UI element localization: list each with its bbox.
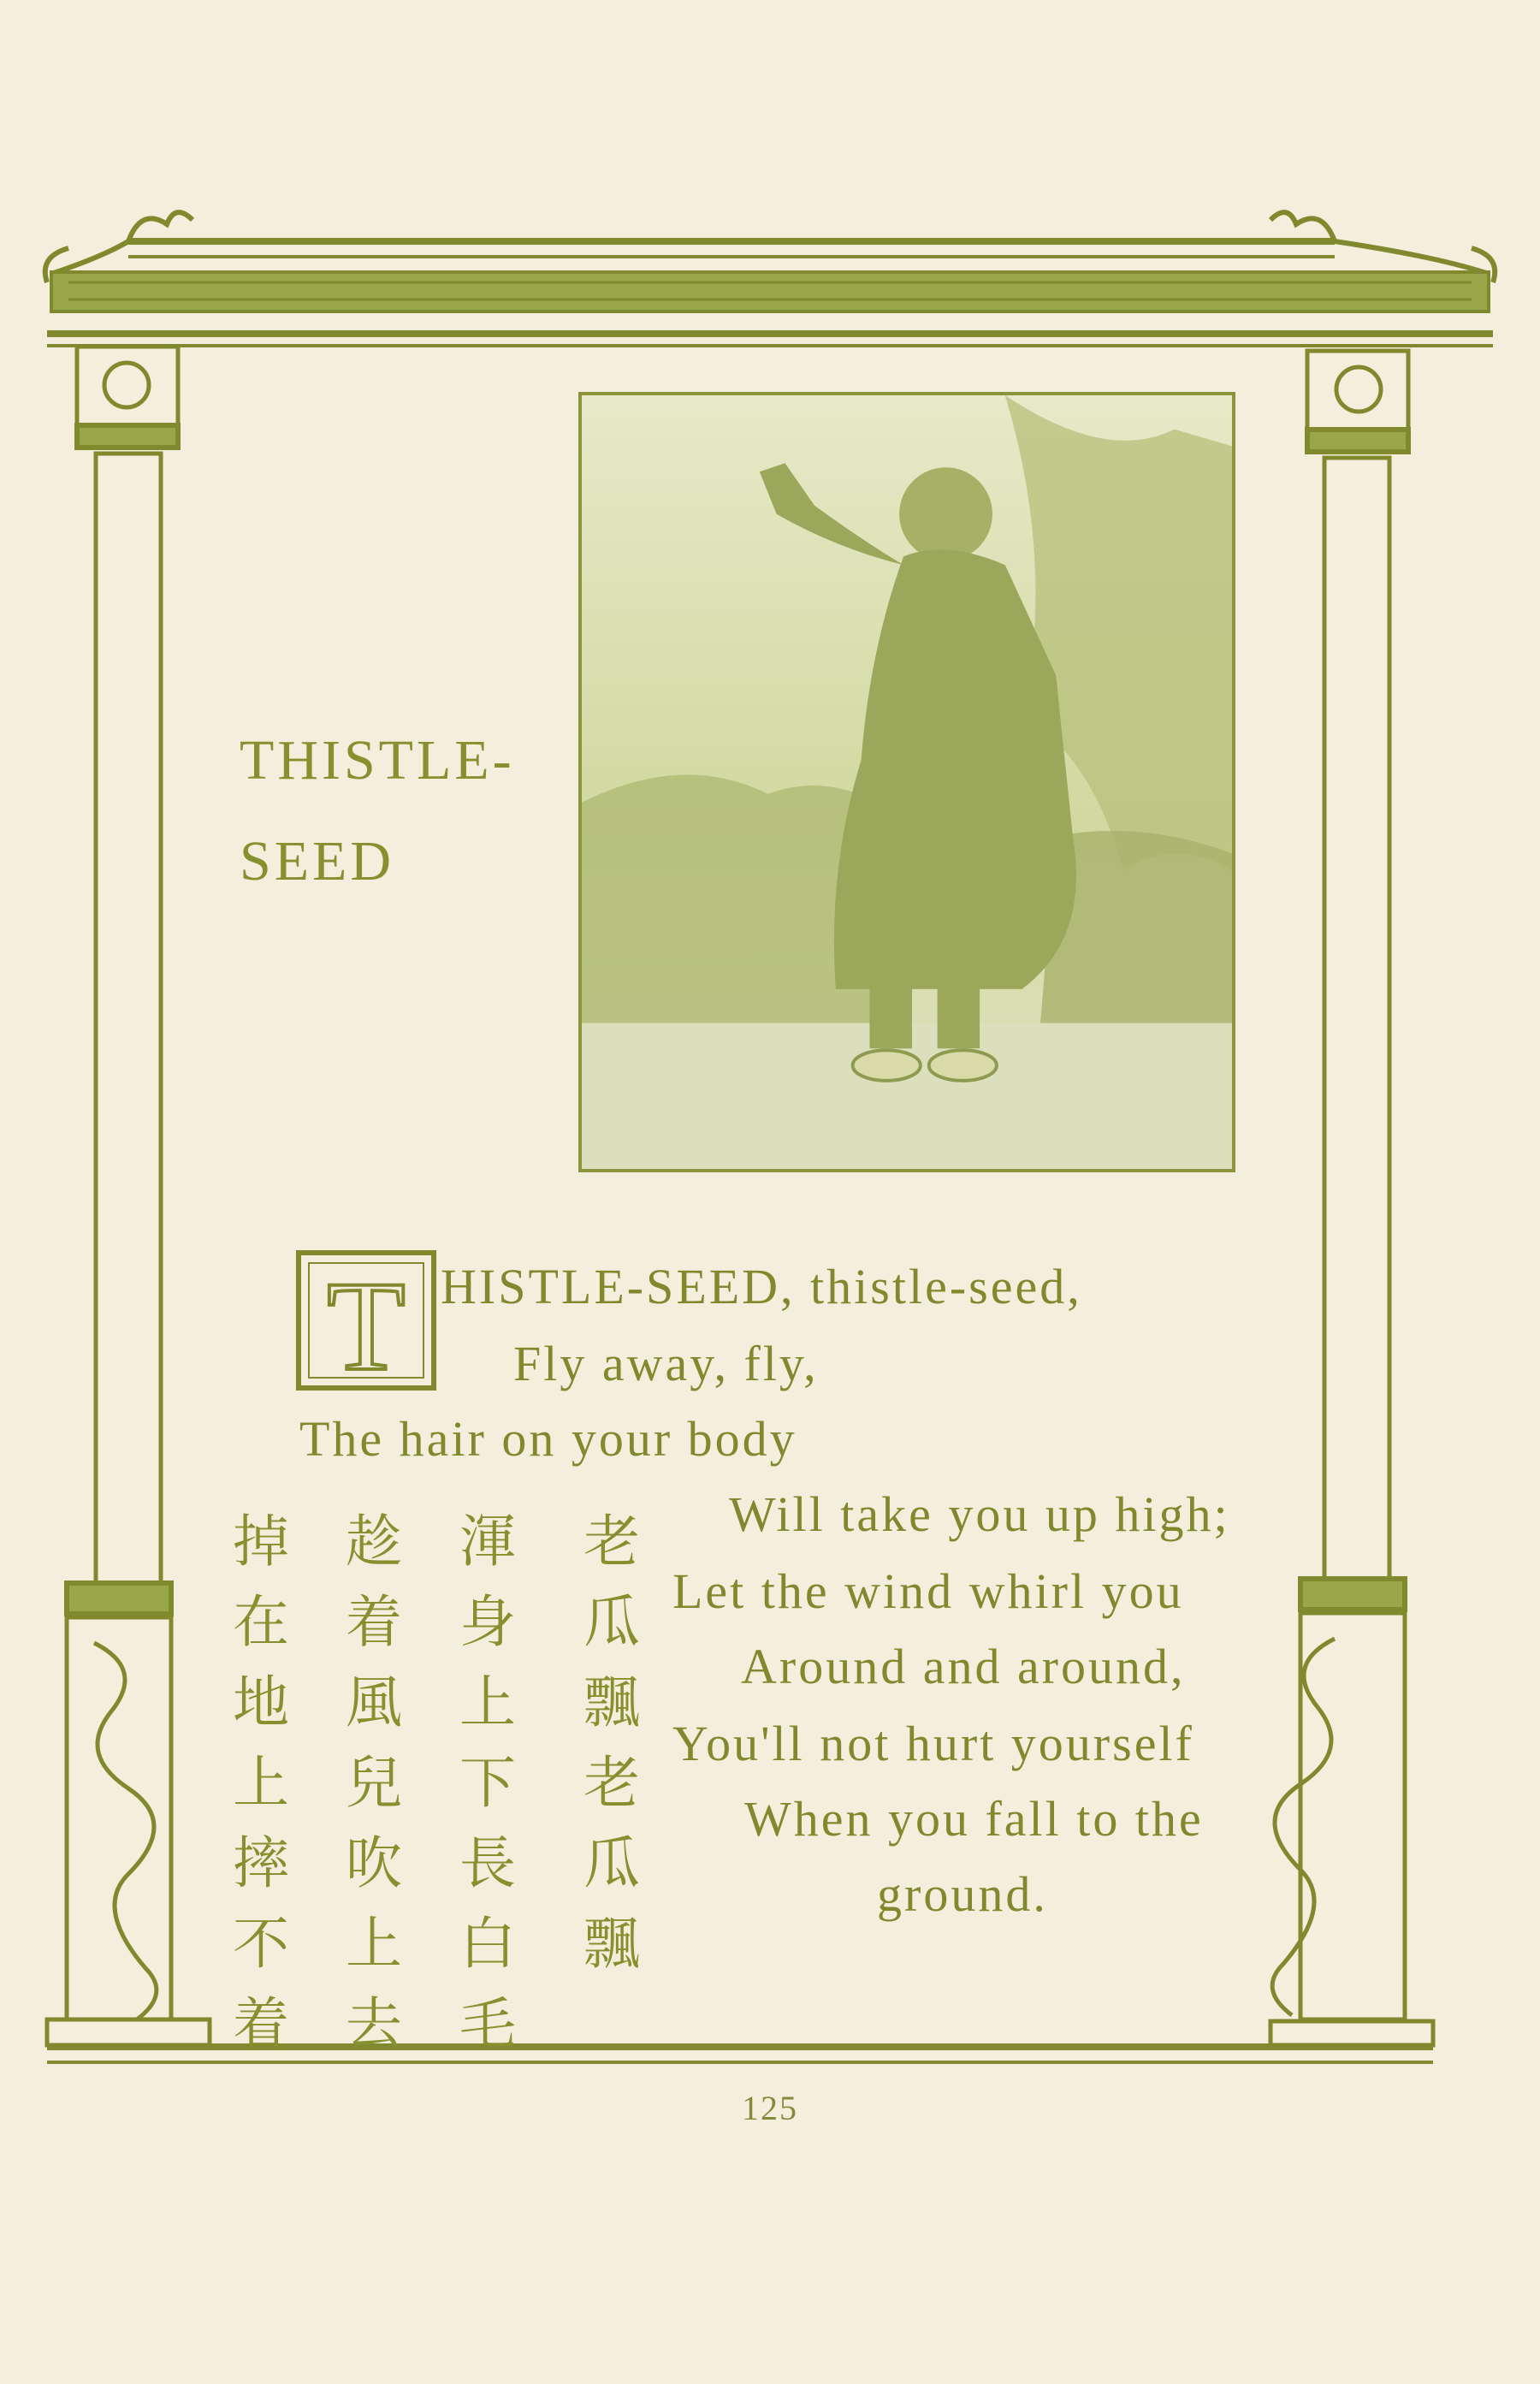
chinese-column-4 — [222, 1502, 299, 2065]
poem-title — [240, 710, 515, 912]
poem-line-4: Will take you up high; — [729, 1486, 1230, 1542]
drop-cap-letter: T — [327, 1255, 406, 1391]
chinese-character: 不 — [233, 1911, 289, 1977]
chinese-character: 身 — [459, 1589, 516, 1655]
poem-line-8: When you fall to the — [744, 1791, 1204, 1847]
chinese-character: 着 — [346, 1589, 402, 1655]
chinese-character: 兒 — [346, 1750, 402, 1816]
chinese-character: 瓜 — [583, 1589, 640, 1655]
page-number: 125 — [742, 2089, 798, 2127]
chinese-character: 趁 — [346, 1509, 402, 1575]
chinese-character: 摔 — [233, 1830, 289, 1896]
chinese-character: 上 — [346, 1911, 402, 1977]
chinese-character: 去 — [346, 1991, 402, 2057]
chinese-character: 飄 — [583, 1669, 640, 1735]
child-photo — [578, 392, 1235, 1172]
poem-line-9: ground. — [877, 1866, 1048, 1922]
chinese-character: 毛 — [459, 1991, 516, 2057]
chinese-character: 上 — [459, 1669, 516, 1735]
chinese-character: 渾 — [459, 1509, 516, 1575]
poem-line-6: Around and around, — [741, 1639, 1186, 1694]
chinese-character: 上 — [233, 1750, 289, 1816]
title-line-2: SEED — [240, 830, 394, 893]
chinese-column-3 — [335, 1502, 412, 2065]
poem-line-2: Fly away, fly, — [513, 1336, 819, 1391]
poem-line-1: HISTLE-SEED, thistle-seed, — [441, 1259, 1082, 1314]
chinese-character: 着 — [233, 1991, 289, 2057]
poem-line-3: The hair on your body — [299, 1411, 797, 1467]
title-line-1: THISTLE- — [240, 729, 515, 792]
chinese-character: 長 — [459, 1830, 516, 1896]
chinese-character: 下 — [459, 1750, 516, 1816]
chinese-character: 老 — [583, 1750, 640, 1816]
chinese-character: 風 — [346, 1669, 402, 1735]
chinese-character: 瓜 — [583, 1830, 640, 1896]
chinese-character: 老 — [583, 1509, 640, 1575]
chinese-character: 在 — [233, 1589, 289, 1655]
poem-line-5: Let the wind whirl you — [672, 1563, 1184, 1619]
chinese-character: 飄 — [583, 1911, 640, 1977]
chinese-column-1 — [573, 1502, 650, 1984]
drop-cap — [295, 1249, 437, 1391]
chinese-character: 吹 — [346, 1830, 402, 1896]
chinese-character: 白 — [459, 1911, 516, 1977]
poem-line-7: You'll not hurt yourself — [672, 1716, 1194, 1771]
chinese-character: 掉 — [233, 1509, 289, 1575]
chinese-character: 地 — [233, 1669, 289, 1735]
chinese-column-2 — [449, 1502, 526, 2065]
